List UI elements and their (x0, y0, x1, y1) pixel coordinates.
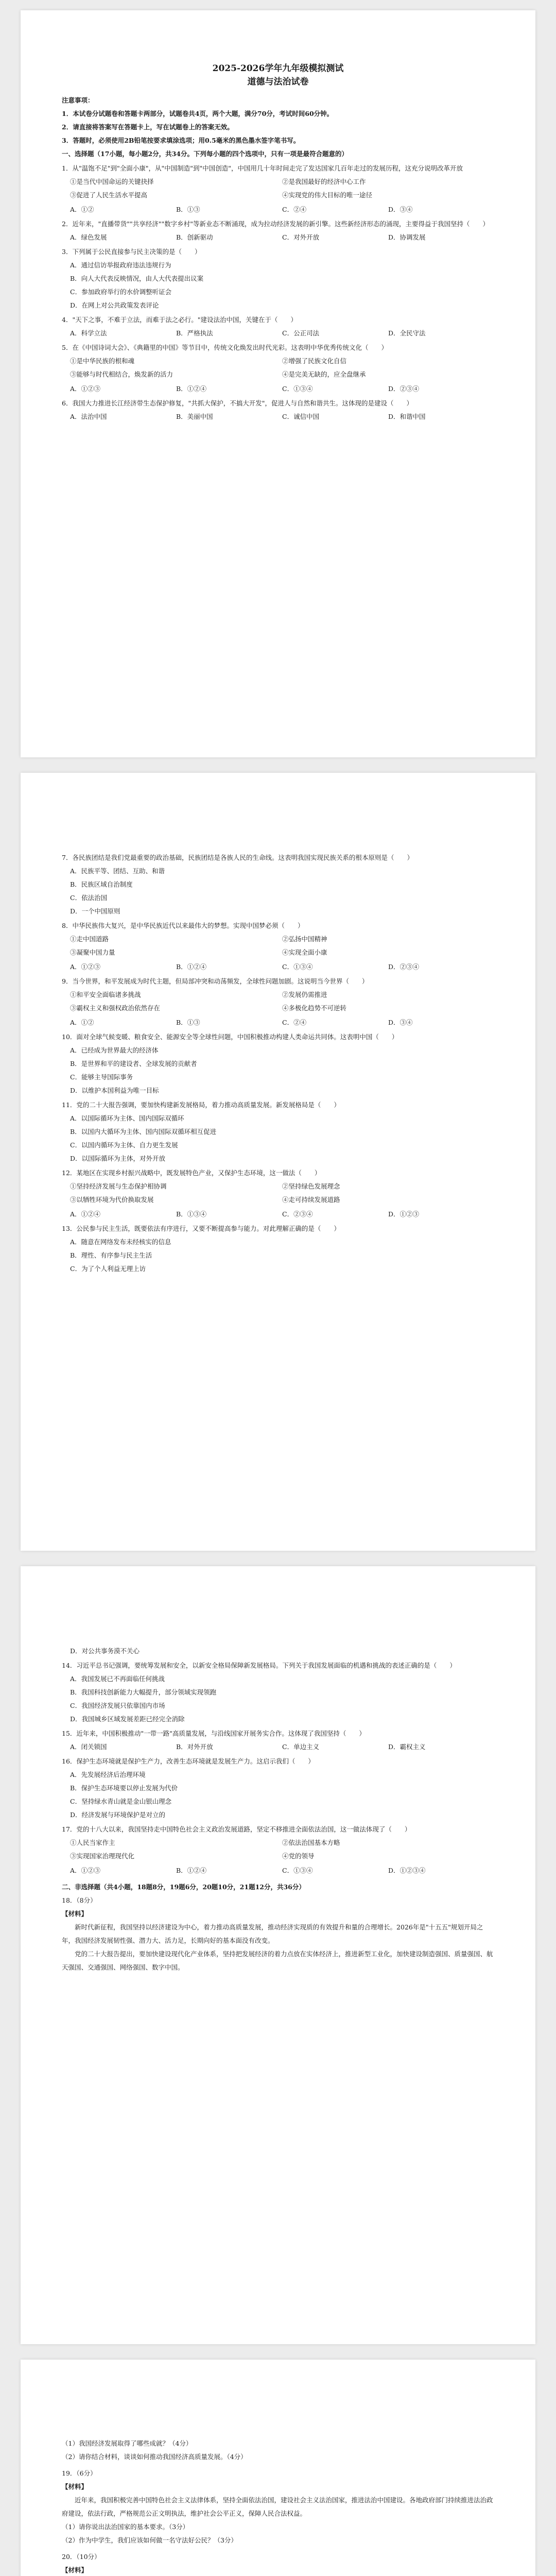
option-group (62, 1864, 494, 1877)
question-stem: 15．近年来，中国积极推动"一带一路"高质量发展，与沿线国家开展务实合作。这体现了我国坚持（ ） (62, 1730, 366, 1737)
option-group (62, 1112, 494, 1165)
answer-option: B．理性、有序参与民主生活 (70, 1251, 152, 1259)
question-stem: 19．（6分） (62, 2469, 97, 2477)
answer-option: A．①② (70, 206, 94, 213)
answer-option: C．坚持绿水青山就是金山银山理念 (70, 1798, 172, 1805)
answer-option: D．协调发展 (388, 233, 426, 241)
answer-option: B．严格执法 (176, 329, 213, 337)
exam-subtitle: 道德与法治试卷 (247, 77, 309, 87)
question-block (62, 313, 494, 340)
answer-option: ④实现党的伟大目标的唯一途径 (282, 191, 373, 199)
question-block (62, 1645, 494, 1658)
question-block (62, 919, 494, 959)
answer-option: D．以维护本国利益为唯一目标 (70, 1087, 159, 1094)
option-group (62, 354, 494, 381)
answer-option: B．我国科技创新能力大幅提升，部分领域实现领跑 (70, 1688, 217, 1696)
answer-option: ①和平安全面临诸多挑战 (70, 991, 141, 998)
question-block (62, 851, 494, 918)
question-stem: 17．党的十八大以来，我国坚持走中国特色社会主义政治发展道路，坚定不移推进全面依法治国，这一做法体现了（ ） (62, 1825, 411, 1833)
question-block (62, 1727, 494, 1754)
answer-option: D．③④ (388, 206, 413, 213)
answer-option: D．②③④ (388, 385, 420, 393)
question-block (62, 1166, 494, 1207)
answer-option: A．①②③ (70, 385, 101, 393)
answer-option: D．经济发展与环境保护是对立的 (70, 1811, 166, 1819)
option-group (62, 1768, 494, 1822)
answer-option: C．①③④ (282, 1867, 313, 1874)
answer-option: A．我国发展已不再面临任何挑战 (70, 1675, 165, 1683)
material-label: 【材料】 (62, 1910, 88, 1918)
answer-option: D．②③④ (388, 963, 420, 971)
question-list (62, 1645, 494, 1877)
option-group (62, 1645, 494, 1658)
sub-question: （2）请你结合材料，谈谈如何推动我国经济高质量发展。（4分） (62, 2453, 247, 2461)
sub-question: （1）请你说出法治国家的基本要求。（3分） (62, 2523, 189, 2531)
answer-option: D．③④ (388, 1019, 413, 1026)
answer-option: C．对外开放 (282, 233, 320, 241)
option-group (62, 988, 494, 1015)
answer-option: A．随意在网络发布未经核实的信息 (70, 1238, 171, 1246)
answer-option: ①人民当家作主 (70, 1839, 115, 1846)
option-group (62, 933, 494, 959)
answer-option: A．绿色发展 (70, 233, 107, 241)
material-paragraph: 党的二十大报告提出，要加快建设现代化产业体系，坚持把发展经济的着力点放在实体经济上，推进新型工业化，加快建设制造强国、质量强国、航天强国、交通强国、网络强国、数字中国。 (62, 1950, 493, 1971)
answer-option: ①走中国道路 (70, 935, 109, 943)
answer-option: C．①③④ (282, 385, 313, 393)
answer-option: B．民族区域自治制度 (70, 880, 133, 888)
question-stem: 9．当今世界，和平发展成为时代主题，但局部冲突和动荡频发，全球性问题加剧。这说明当今世界（ ） (62, 977, 369, 985)
option-group (62, 203, 494, 216)
answer-option: A．闭关锁国 (70, 1743, 107, 1751)
notice-heading: 注意事项： (62, 96, 94, 104)
option-group (62, 231, 494, 244)
answer-option: ①是当代中国命运的关键抉择 (70, 178, 154, 185)
answer-option: D．我国城乡区域发展差距已经完全消除 (70, 1715, 185, 1723)
answer-option: A．已经成为世界最大的经济体 (70, 1046, 159, 1054)
answer-option: B．对外开放 (176, 1743, 213, 1751)
option-group (62, 259, 494, 312)
answer-option: D．①②③ (388, 1210, 420, 1218)
section-two-heading: 二、非选择题（共4小题，18题8分，19题6分，20题10分，21题12分，共36分） (62, 1883, 305, 1891)
notice-item: 2．请直接将答案写在答题卡上，写在试题卷上的答案无效。 (62, 123, 234, 131)
answer-option: D．和谐中国 (388, 413, 426, 420)
option-group (62, 865, 494, 918)
question-stem: 3．下列属于公民直接参与民主决策的是（ ） (62, 248, 201, 256)
answer-option: B．①②④ (176, 963, 207, 971)
question-stem: 16．保护生态环境就是保护生产力，改善生态环境就是发展生产力。这启示我们（ ） (62, 1757, 315, 1765)
option-group (62, 382, 494, 396)
question-list (62, 851, 494, 1276)
question-stem: 18．（8分） (62, 1896, 97, 1904)
notice-item: 3．答题时，必须使用2B铅笔按要求填涂选项；用0.5毫米的黑色墨水签字笔书写。 (62, 137, 300, 144)
answer-option: ②弘扬中国精神 (282, 935, 327, 943)
question-block (62, 1030, 494, 1097)
answer-option: A．法治中国 (70, 413, 107, 420)
question-stem: 4．"天下之事，不难于立法，而难于法之必行。"建设法治中国，关键在于（ ） (62, 316, 297, 324)
answer-option: C．②④ (282, 1019, 307, 1026)
question-block (62, 1016, 494, 1029)
answer-option: ④是完美无缺的，应全盘继承 (282, 370, 366, 378)
answer-option: ②坚持绿色发展理念 (282, 1182, 340, 1190)
question-block (62, 1098, 494, 1165)
notice-item: 1．本试卷分试题卷和答题卡两部分，试题卷共4页，两个大题，满分70分，考试时间60分钟。 (62, 110, 334, 117)
answer-option: B．①②④ (176, 1867, 207, 1874)
answer-option: C．能够主导国际事务 (70, 1073, 133, 1081)
answer-option: C．参加政府举行的水价调整听证会 (70, 288, 172, 296)
answer-option: ④多极化趋势不可逆转 (282, 1004, 347, 1012)
question-stem: 11．党的二十大报告强调，要加快构建新发展格局，着力推动高质量发展。新发展格局是（ ） (62, 1101, 340, 1109)
answer-option: A．先发展经济后治理环境 (70, 1771, 146, 1778)
option-group (62, 960, 494, 974)
answer-option: B．①③ (176, 206, 200, 213)
answer-option: ③凝聚中国力量 (70, 948, 115, 956)
option-group (62, 1836, 494, 1863)
answer-option: ③实现国家治理现代化 (70, 1852, 135, 1860)
answer-option: ③能够与时代相结合，焕发新的活力 (70, 370, 173, 378)
answer-option: B．以国内大循环为主体、国内国际双循环相互促进 (70, 1128, 217, 1136)
answer-option: B．是世界和平的建设者、全球发展的贡献者 (70, 1060, 197, 1067)
question-stem: 1．从"温饱不足"到"全面小康"，从"中国制造"到"中国创造"，中国用几十年时间走完了发达国家几百年走过的发展历程，这充分说明改革开放 (62, 164, 463, 172)
answer-option: C．我国经济发展只依靠国内市场 (70, 1702, 165, 1709)
question-stem: 14．习近平总书记强调，要统筹发展和安全，以新安全格局保障新发展格局。下列关于我国发展面临的机遇和挑战的表述正确的是（ ） (62, 1662, 456, 1669)
answer-option: A．①②③ (70, 963, 101, 971)
answer-option: ③促进了人民生活水平提高 (70, 191, 148, 199)
answer-option: C．诚信中国 (282, 413, 320, 420)
question-stem: 13．公民参与民主生活，既要依法有序进行，又要不断提高参与能力。对此理解正确的是（ ） (62, 1225, 340, 1232)
answer-option: A．民族平等、团结、互助、和谐 (70, 867, 165, 875)
answer-option: ④走可持续发展道路 (282, 1196, 340, 1204)
question-block (62, 975, 494, 1015)
answer-option: ②依法治国基本方略 (282, 1839, 340, 1846)
answer-option: ①是中华民族的根和魂 (70, 357, 135, 365)
question-stem: 10．面对全球气候变暖、粮食安全、能源安全等全球性问题，中国积极推动构建人类命运共同体。这表明中国（ ） (62, 1033, 398, 1041)
option-group (62, 1672, 494, 1726)
answer-option: ②发展仍需推进 (282, 991, 327, 998)
question-block (62, 245, 494, 312)
material-paragraph: 新时代新征程，我国坚持以经济建设为中心，着力推动高质量发展，推动经济实现质的有效提升和量的合理增长。2026年是"十五五"规划开局之年，我国经济发展韧性强、潜力大、活力足，长期向好的基本面没有改变。 (62, 1923, 483, 1944)
answer-option: D．以国际循环为主体，对外开放 (70, 1155, 166, 1162)
question-block (62, 1823, 494, 1863)
answer-option: A．①②③ (70, 1867, 101, 1874)
answer-option: ④实现全面小康 (282, 948, 327, 956)
answer-option: A．科学立法 (70, 329, 107, 337)
answer-option: B．向人大代表反映情况，由人大代表提出议案 (70, 275, 204, 282)
answer-option: ①坚持经济发展与生态保护相协调 (70, 1182, 167, 1190)
question-block (62, 382, 494, 396)
answer-option: B．保护生态环境要以停止发展为代价 (70, 1784, 178, 1792)
question-stem: 20．（10分） (62, 2553, 101, 2561)
option-group (62, 1740, 494, 1754)
material-label: 【材料】 (62, 2483, 88, 2490)
question-block (62, 341, 494, 381)
question-block (62, 1659, 494, 1726)
question-block (62, 1755, 494, 1822)
answer-option: ③霸权主义和强权政治依然存在 (70, 1004, 161, 1012)
exam-page-4 (21, 2360, 535, 2576)
question-block (62, 1208, 494, 1221)
answer-option: ②增强了民族文化自信 (282, 357, 347, 365)
material-label: 【材料】 (62, 2566, 88, 2574)
exam-page-1 (21, 10, 535, 757)
question-stem: 5．在《中国诗词大会》、《典籍里的中国》等节目中，传统文化焕发出时代光彩。这表明中华优秀传统文化（ ） (62, 344, 388, 351)
sub-question: （1）我国经济发展取得了哪些成就？（4分） (62, 2439, 193, 2447)
answer-option: C．为了个人利益无理上访 (70, 1265, 146, 1273)
answer-option: C．以国内循环为主体、自力更生发展 (70, 1141, 178, 1149)
sub-question: （2）作为中学生，我们应该如何做一名守法好公民？（3分） (62, 2536, 237, 2544)
answer-option: ③以牺牲环境为代价换取发展 (70, 1196, 154, 1204)
answer-option: D．一个中国原则 (70, 907, 120, 915)
answer-option: C．①③④ (282, 963, 313, 971)
question-stem: 8．中华民族伟大复兴，是中华民族近代以来最伟大的梦想。实现中国梦必须（ ） (62, 922, 304, 929)
option-group (62, 410, 494, 423)
answer-option: D．在网上对公共政策发表评论 (70, 301, 159, 309)
question-stem: 2．近年来，"直播带货""共享经济""数字乡村"等新业态不断涌现，成为拉动经济发展的新引擎。这些新经济形态的涌现，主要得益于我国坚持（ ） (62, 220, 489, 228)
answer-option: C．依法治国 (70, 894, 108, 902)
option-group (62, 175, 494, 202)
question-block (62, 162, 494, 202)
section-one-heading: 一、选择题（17小题，每小题2分，共34分。下列每小题的四个选项中，只有一项是最符合题意的） (62, 150, 348, 158)
answer-option: B．创新驱动 (176, 233, 213, 241)
exam-page-2 (21, 773, 535, 1551)
answer-option: C．公正司法 (282, 329, 320, 337)
exam-page-3 (21, 1566, 535, 2344)
question-block (62, 203, 494, 216)
answer-option: B．①②④ (176, 385, 207, 393)
answer-option: ④党的领导 (282, 1852, 315, 1860)
material-paragraph: 近年来，我国积极完善中国特色社会主义法律体系，坚持全面依法治国，建设社会主义法治国家，推进法治中国建设。各地政府部门持续推进法治政府建设，依法行政，严格规范公正文明执法，维护社会公平正义，保障人民合法权益。 (62, 2496, 493, 2517)
answer-option: D．全民守法 (388, 329, 426, 337)
option-group (62, 1044, 494, 1097)
answer-option: D．霸权主义 (388, 1743, 426, 1751)
question-stem: 12．某地区在实现乡村振兴战略中，既发展特色产业，又保护生态环境，这一做法（ ） (62, 1169, 321, 1177)
answer-option: D．①②③④ (388, 1867, 426, 1874)
answer-option: D．对公共事务漠不关心 (70, 1647, 140, 1655)
option-group (62, 1016, 494, 1029)
question-block (62, 217, 494, 244)
question-list (62, 162, 494, 423)
exam-title: 2025-2026学年九年级模拟测试 (212, 63, 344, 74)
option-group (62, 1180, 494, 1207)
question-block (62, 397, 494, 423)
answer-option: B．①③④ (176, 1210, 207, 1218)
question-stem: 6．我国大力推进长江经济带生态保护修复，"共抓大保护，不搞大开发"，促进人与自然和谐共生。这体现的是建设（ ） (62, 399, 413, 407)
question-block (62, 1222, 494, 1276)
question-block (62, 1864, 494, 1877)
answer-option: A．通过信访举报政府违法违规行为 (70, 261, 171, 269)
answer-option: A．以国际循环为主体、国内国际双循环 (70, 1114, 184, 1122)
answer-option: B．美丽中国 (176, 413, 213, 420)
answer-option: A．①②④ (70, 1210, 101, 1218)
answer-option: B．①③ (176, 1019, 200, 1026)
question-stem: 7．各民族团结是我们党最重要的政治基础，民族团结是各族人民的生命线。这表明我国实现民族关系的根本原则是（ ） (62, 854, 413, 861)
answer-option: A．①② (70, 1019, 94, 1026)
option-group (62, 327, 494, 340)
question-block (62, 960, 494, 974)
answer-option: C．②④ (282, 206, 307, 213)
answer-option: C．单边主义 (282, 1743, 320, 1751)
answer-option: ②是我国最好的经济中心工作 (282, 178, 366, 185)
option-group (62, 1235, 494, 1276)
option-group (62, 1208, 494, 1221)
answer-option: C．②③④ (282, 1210, 313, 1218)
